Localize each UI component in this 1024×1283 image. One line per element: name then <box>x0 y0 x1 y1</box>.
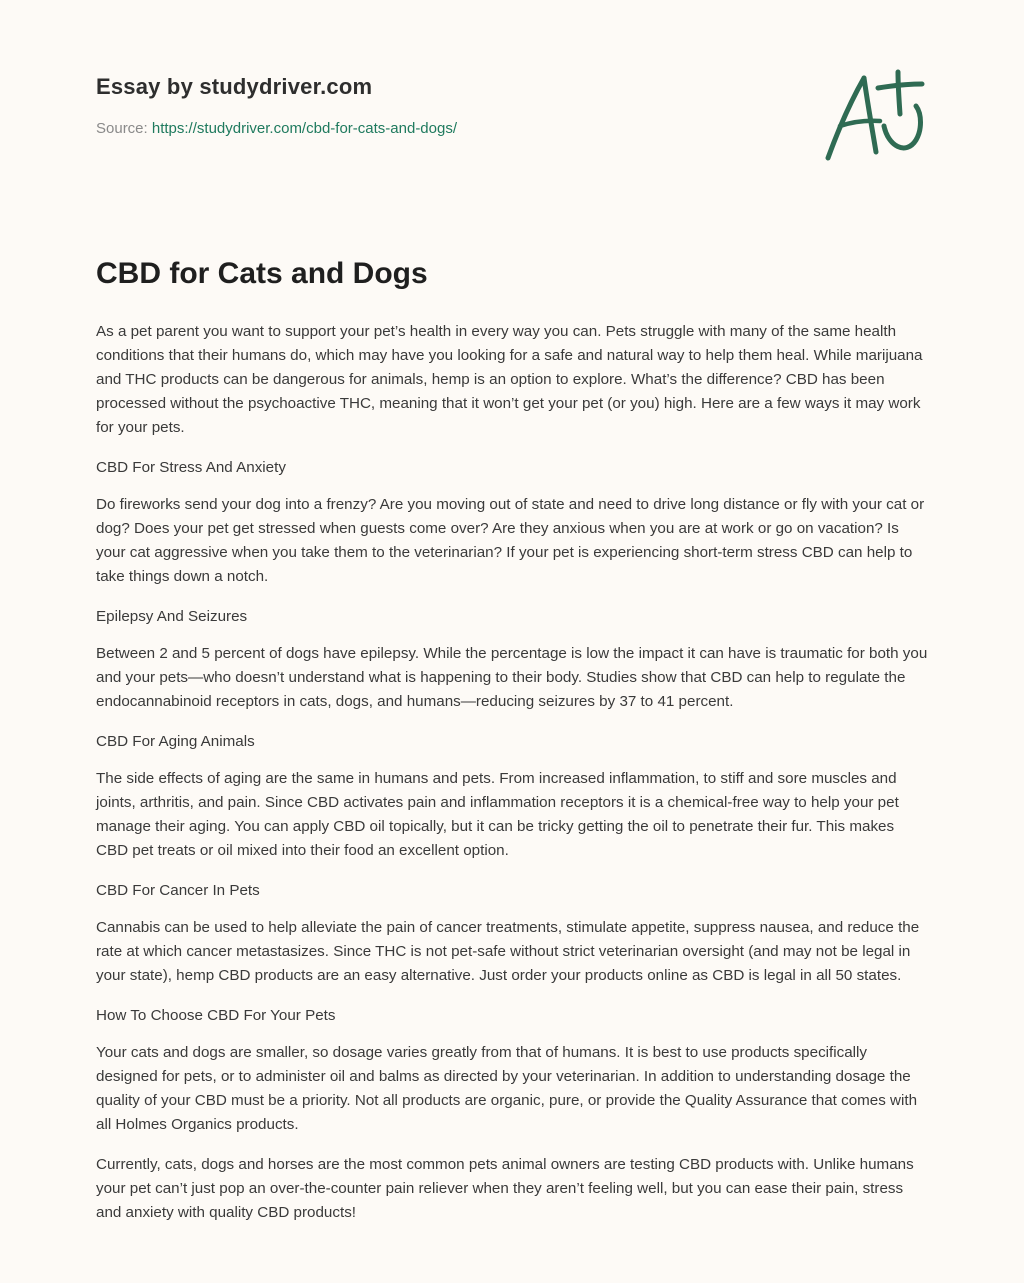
paragraph-aging: The side effects of aging are the same in humans and pets. From increased inflammation, to stiff and sore muscles and joints, arthritis, and pain. Since CBD activates pain and inflammation receptors it is a chemical-free way to help your pet manage their aging. You can apply CBD oil topically, but it can be tricky getting the oil to penetrate their fur. This makes CBD pet treats or oil mixed into their food an excellent option. <box>96 770 899 859</box>
paragraph-cancer: Cannabis can be used to help alleviate the pain of cancer treatments, stimulate appetite, suppress nausea, and reduce the rate at which cancer metastasizes. Since THC is not pet-safe without strict veterinarian oversight (and may not be legal in your state), hemp CBD products are an easy alternative. Just order your products online as CBD is legal in all 50 states. <box>96 919 920 984</box>
subheading-cancer: CBD For Cancer In Pets <box>96 882 260 899</box>
subheading-aging: CBD For Aging Animals <box>96 733 255 750</box>
essay-header <box>96 74 796 137</box>
subheading-choose: How To Choose CBD For Your Pets <box>96 1007 336 1024</box>
paragraph-choose: Your cats and dogs are smaller, so dosage varies greatly from that of humans. It is best to use products specifically designed for pets, or to administer oil and balms as directed by your veterinarian. In addition to understanding dosage the quality of your CBD must be a priority. Not all products are organic, pure, or provide the Quality Assurance that comes with all Holmes Organics products. <box>96 1044 918 1133</box>
paragraph-intro: As a pet parent you want to support your pet’s health in every way you can. Pets struggle with many of the same health conditions that their humans do, which may have you looking for a safe and natural way to help them heal. While marijuana and THC products can be dangerous for animals, hemp is an option to explore. What’s the difference? CBD has been processed without the psychoactive THC, meaning that it won’t get your pet (or you) high. Here are a few ways it may work for your pets. <box>96 323 923 436</box>
subheading-epilepsy: Epilepsy And Seizures <box>96 608 248 625</box>
brand-title: Essay by studydriver.com <box>96 74 373 99</box>
page-title: CBD for Cats and Dogs <box>96 257 428 290</box>
paragraph-epilepsy: Between 2 and 5 percent of dogs have epilepsy. While the percentage is low the impact it can have is traumatic for both you and your pets—who doesn’t understand what is happening to their body. Studies show that CBD can help to regulate the endocannabinoid receptors in cats, dogs, and humans—reducing seizures by 37 to 41 percent. <box>96 645 928 710</box>
paragraph-stress: Do fireworks send your dog into a frenzy? Are you moving out of state and need to drive long distance or fly with your cat or dog? Does your pet get stressed when guests come over? Are they anxious when you are at work or go on vacation? Is your cat aggressive when you take them to the veterinarian? If your pet is experiencing short-term stress CBD can help to take things down a notch. <box>96 496 925 585</box>
source-label: Source: <box>96 120 152 137</box>
subheading-stress: CBD For Stress And Anxiety <box>96 459 286 476</box>
a-plus-logo-icon <box>818 66 930 166</box>
source-link[interactable]: https://studydriver.com/cbd-for-cats-and-dogs/ <box>151 120 458 137</box>
source-line <box>96 120 796 137</box>
paragraph-conclusion: Currently, cats, dogs and horses are the most common pets animal owners are testing CBD products with. Unlike humans your pet can’t just pop an over-the-counter pain reliever when they aren’t feeling well, but you can ease their pain, stress and anxiety with quality CBD products! <box>96 1156 914 1221</box>
essay-body <box>96 254 928 1241</box>
